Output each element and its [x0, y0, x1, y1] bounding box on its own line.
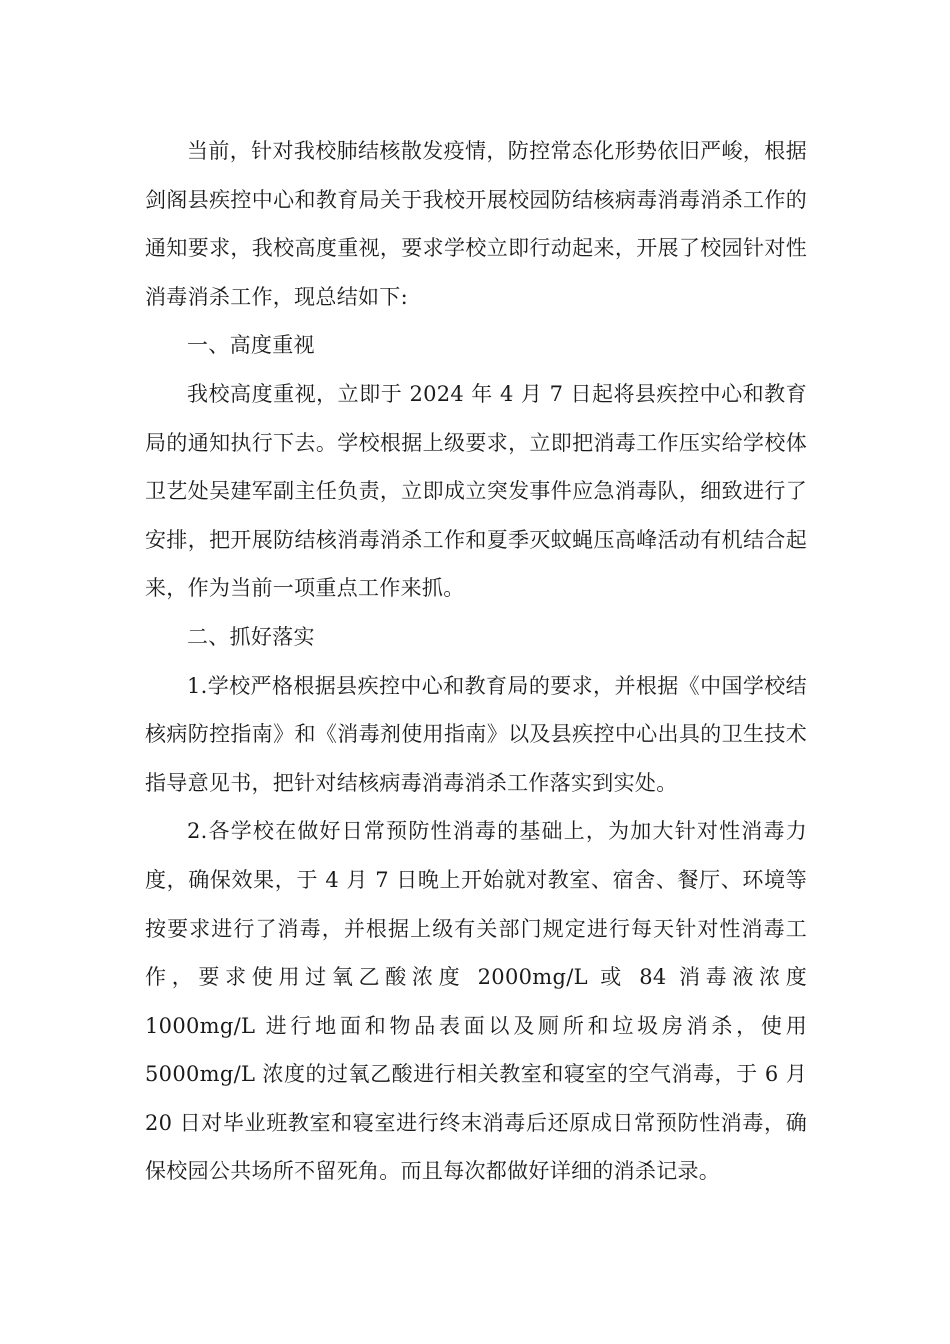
intro-paragraph: 当前，针对我校肺结核散发疫情，防控常态化形势依旧严峻，根据剑阁县疾控中心和教育局关于我校开展校园防结核病毒消毒消杀工作的通知要求，我校高度重视，要求学校立即行动起来，开展了校园针对性消毒消杀工作，现总结如下:: [145, 139, 807, 309]
section-1-paragraph: 我校高度重视，立即于 2024 年 4 月 7 日起将县疾控中心和教育局的通知执行下去。学校根据上级要求，立即把消毒工作压实给学校体卫艺处吴建军副主任负责，立即成立突发事件应急消毒队，细致进行了安排，把开展防结核消毒消杀工作和夏季灭蚊蝇压高峰活动有机结合起来，作为当前一项重点工作来抓。: [145, 381, 807, 601]
section-2-item-1: 1.学校严格根据县疾控中心和教育局的要求，并根据《中国学校结核病防控指南》和《消毒剂使用指南》以及县疾控中心出具的卫生技术指导意见书，把针对结核病毒消毒消杀工作落实到实处。: [145, 673, 807, 795]
section-heading-2: 二、抓好落实: [187, 624, 315, 649]
section-2-item-2: 2.各学校在做好日常预防性消毒的基础上，为加大针对性消毒力度，确保效果，于 4 月 7 日晚上开始就对教室、宿舍、餐厅、环境等按要求进行了消毒，并根据上级有关部门规定进行每天针对性消毒工作，要求使用过氧乙酸浓度 2000mg/L 或 84 消毒液浓度 1000mg/L 进行地面和物品表面以及厕所和垃圾房消杀，使用 5000mg/L 浓度的过氧乙酸进行相关教室和寝室的空气消毒，于 6 月 20 日对毕业班教室和寝室进行终末消毒后还原成日常预防性消毒，确保校园公共场所不留死角。而且每次都做好详细的消杀记录。: [145, 819, 807, 1184]
section-heading-1: 一、高度重视: [187, 333, 315, 358]
document-body: [145, 127, 807, 1196]
